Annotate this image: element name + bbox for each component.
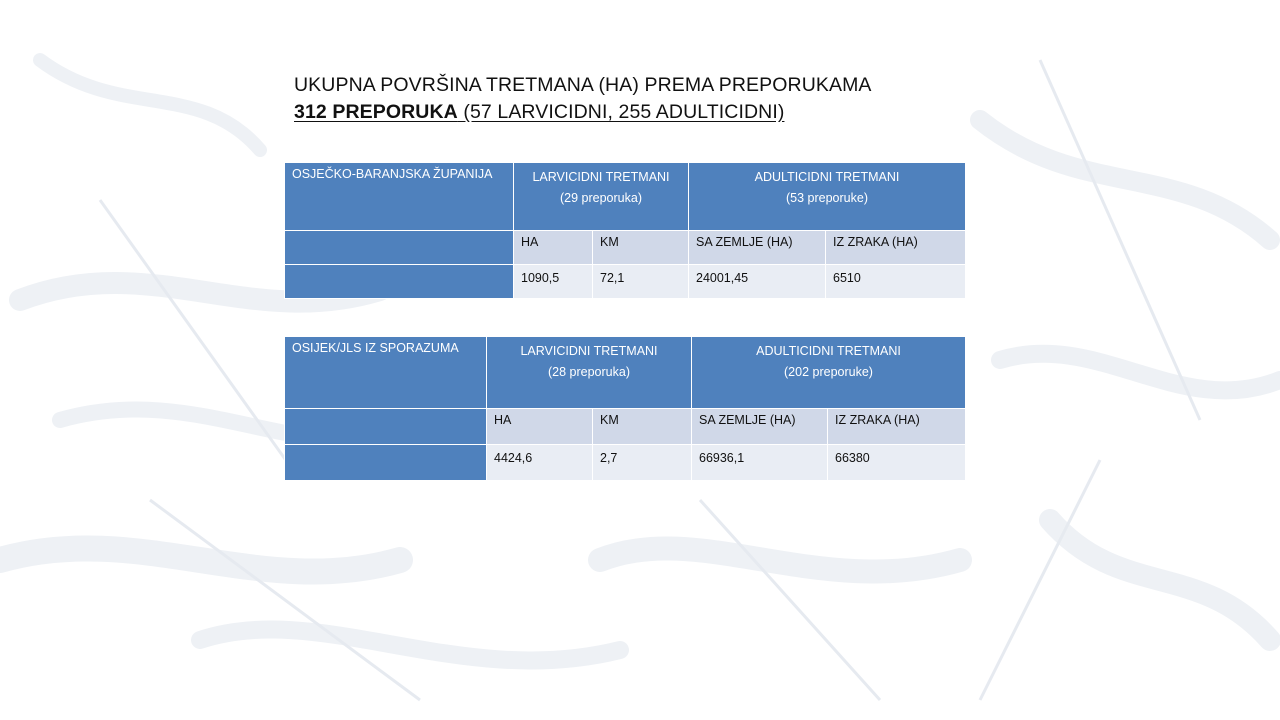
title-breakdown: (57 LARVICIDNI, 255 ADULTICIDNI): [457, 101, 785, 123]
col-sa-zemlje: SA ZEMLJE (HA): [689, 231, 826, 265]
col-ha: HA: [514, 231, 593, 265]
col-iz-zraka: IZ ZRAKA (HA): [828, 409, 966, 445]
table-row: [285, 445, 966, 481]
col-ha: HA: [487, 409, 593, 445]
value-ha: 1090,5: [514, 265, 593, 299]
col-sa-zemlje: SA ZEMLJE (HA): [692, 409, 828, 445]
larvicidni-header: LARVICIDNI TRETMANI (28 preporuka): [487, 337, 692, 409]
value-sa-zemlje: 24001,45: [689, 265, 826, 299]
region-header: OSJEČKO-BARANJSKA ŽUPANIJA: [285, 163, 514, 231]
table-units-row: [285, 231, 966, 265]
adulticidni-header: ADULTICIDNI TRETMANI (53 preporuke): [689, 163, 966, 231]
empty-cell: [285, 265, 514, 299]
value-sa-zemlje: 66936,1: [692, 445, 828, 481]
table-osijek-jls: [284, 336, 966, 481]
table-row: [285, 265, 966, 299]
col-iz-zraka: IZ ZRAKA (HA): [826, 231, 966, 265]
region-header: OSIJEK/JLS IZ SPORAZUMA: [285, 337, 487, 409]
empty-cell: [285, 409, 487, 445]
table-units-row: [285, 409, 966, 445]
empty-cell: [285, 231, 514, 265]
title-line-2: [294, 99, 872, 126]
value-km: 2,7: [593, 445, 692, 481]
value-ha: 4424,6: [487, 445, 593, 481]
value-iz-zraka: 6510: [826, 265, 966, 299]
larvicidni-header: LARVICIDNI TRETMANI (29 preporuka): [514, 163, 689, 231]
table-osjecko-baranjska: [284, 162, 966, 299]
col-km: KM: [593, 231, 689, 265]
table-header-row: [285, 163, 966, 231]
adulticidni-header: ADULTICIDNI TRETMANI (202 preporuke): [692, 337, 966, 409]
table-header-row: [285, 337, 966, 409]
empty-cell: [285, 445, 487, 481]
col-km: KM: [593, 409, 692, 445]
title-count: 312 PREPORUKA: [294, 101, 458, 123]
slide-title: [294, 72, 872, 126]
value-iz-zraka: 66380: [828, 445, 966, 481]
title-line-1: UKUPNA POVRŠINA TRETMANA (HA) PREMA PREPORUKAMA: [294, 74, 872, 96]
value-km: 72,1: [593, 265, 689, 299]
